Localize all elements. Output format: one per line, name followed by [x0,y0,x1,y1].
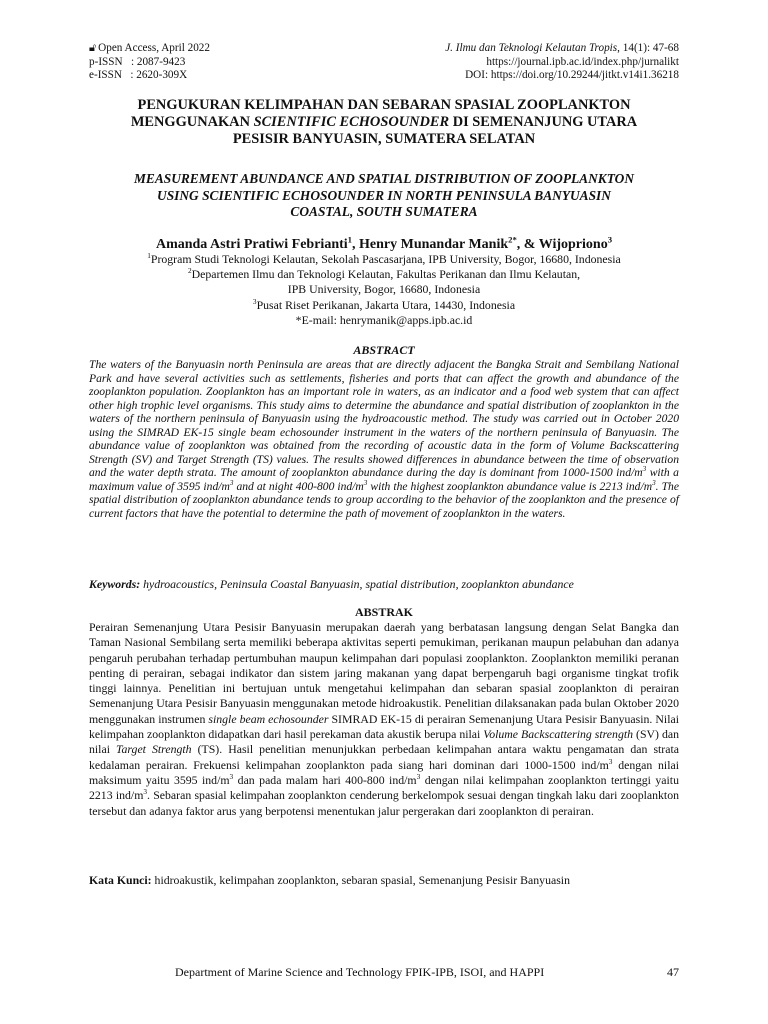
footer-publisher: Department of Marine Science and Technology FPIK-IPB, ISOI, and HAPPI [175,965,545,979]
author-list: Amanda Astri Pratiwi Febrianti$^1$, Henry Munandar Manik$^{2*}$, & Wijopriono$^3$ [155,234,613,252]
keywords: Keywords: hydroacoustics, Peninsula Coastal Banyuasin, spatial distribution, zooplankton abundance [89,577,574,591]
corresponding-email[interactable]: *E-mail: henrymanik@apps.ipb.ac.id [295,312,473,327]
doi-link[interactable]: DOI: https://doi.org/10.29244/jitkt.v14i1.36218 [465,69,679,82]
journal-header [89,42,679,83]
abstract-body: The waters of the Banyuasin north Peninsula are areas that are directly adjacent the Bangka Strait and Sembilang National Park and have several activities such as settlements, fisheries and ports that can affect the growth and abundance of the zooplankton population. Zooplankton has an important role in waters, as an indicator and a food web system that can affect other high trophic level organisms. This study aims to determine the abundance and spatial distribution of zooplankton in the waters of the northern peninsula of Banyuasin using the hydroacoustic method. The study was carried out in October 2020 using the SIMRAD EK-15 single beam echosounder instrument in the waters of the northern peninsula of Banyuasin. The abundance value of zooplankton was obtained from the recording of acoustic data in the form of Volume Backscattering Strength (SV) and Target Strength (TS) values. The results showed differences in abundance between the time of observation and the water depth strata. The amount of zooplankton abundance during the day is dominant from 1000-1500 ind/$m^3$ with a maximum value of 3595 ind/$m^3$ and at night 400-800 ind/$m^3$ with the highest zooplankton abundance value is 2213 ind/$m^3$. The spatial distribution of zooplankton abundance tends to group according to the behavior of the zooplankton and the presence of current factors that have the potential to determine the path of movement of zooplankton in the waters. [89,358,679,520]
affiliations: $^1$Program Studi Teknologi Kelautan, Sekolah Pascasarjana, IPB University, Bogor, 16680, Indonesia $^2$Departemen Ilmu dan Teknologi Kelautan, Fakultas Perikanan dan Ilmu Kelautan, IPB University, Bogor, 16680, Indonesia $^3$Pusat Riset Perikanan, Jakarta Utara, 14430, Indonesia *E-mail: henrymanik@apps.ipb.ac.id [89,252,679,328]
abstrak-heading: ABSTRAK [354,605,413,619]
journal-url-link[interactable]: https://journal.ipb.ac.id/index.php/jurnalikt [486,55,679,68]
journal-citation: J. Ilmu dan Teknologi Kelautan Tropis, 14(1): 47-68 [445,42,679,54]
page-number: 47 [667,965,679,979]
title-indonesian: PENGUKURAN KELIMPAHAN DAN SEBARAN SPASIAL ZOOPLANKTON MENGGUNAKAN SCIENTIFIC ECHOSOUNDER DI SEMENANJUNG UTARA PESISIR BANYUASIN, SUMATERA SELATAN [130,97,638,147]
abstrak-body: Perairan Semenanjung Utara Pesisir Banyuasin merupakan daerah yang berbatasan langsung dengan Selat Bangka dan Taman Nasional Sembilang serta memiliki beberapa aktivitas seperti pemukiman, perikanan maupun pelabuhan dan adanya pengaruh perubahan terhadap pertumbuhan maupun kelimpahan dari populasi zooplankton. Zooplankton memiliki peranan penting di perairan, sebagai indikator dan sistem jaring makanan yang dapat berpengaruh bagi organisme tingkat trofik tinggi lainnya. Penelitian ini bertujuan untuk mengetahui kelimpahan dan sebaran spasial zooplankton di perairan Semenanjung Utara Pesisir Banyuasin menggunakan metode hidroakustik. Penelitian dilaksanakan pada bulan Oktober 2020 menggunakan instrumen single beam echosounder SIMRAD EK-15 di perairan Semenanjung Utara Pesisir Banyuasin. Nilai kelimpahan zooplankton didapatkan dari hasil perekaman data akustik berupa nilai Volume Backscattering strength (SV) dan nilai Target Strength (TS). Hasil penelitian menunjukkan perbedaan kelimpahan antara waktu pengamatan dan strata kedalaman perairan. Frekuensi kelimpahan zooplankton pada siang hari dominan dari 1000-1500 ind/$m^3$ dengan nilai maksimum yaitu 3595 ind/$m^3$ dan pada malam hari 400-800 ind/$m^3$ dengan nilai kelimpahan zooplankton tertinggi yaitu 2213 ind/$m^3$. Sebaran spasial kelimpahan zooplankton cenderung berkelompok sesuai dengan tingkah laku dari zooplankton tersebut dan adanya faktor arus yang berpotensi menentukan jalur pergerakan dari zooplankton di perairan. [89,620,680,818]
title-english: MEASUREMENT ABUNDANCE AND SPATIAL DISTRIBUTION OF ZOOPLANKTON USING SCIENTIFIC ECHOSOUNDER IN NORTH PENINSULA BANYUASIN COASTAL, SOUTH SUMATERA [133,171,634,219]
open-access-lock-icon: 🔓︎ [89,42,97,54]
e-issn: e-ISSN : 2620-309X [89,69,188,82]
open-access-line: 🔓︎ Open Access, April 2022 [89,42,210,54]
p-issn: p-ISSN : 2087-9423 [89,55,186,68]
kata-kunci: Kata Kunci: hidroakustik, kelimpahan zooplankton, sebaran spasial, Semenanjung Pesisir Banyuasin [89,873,570,887]
abstract-heading: ABSTRACT [353,343,415,357]
